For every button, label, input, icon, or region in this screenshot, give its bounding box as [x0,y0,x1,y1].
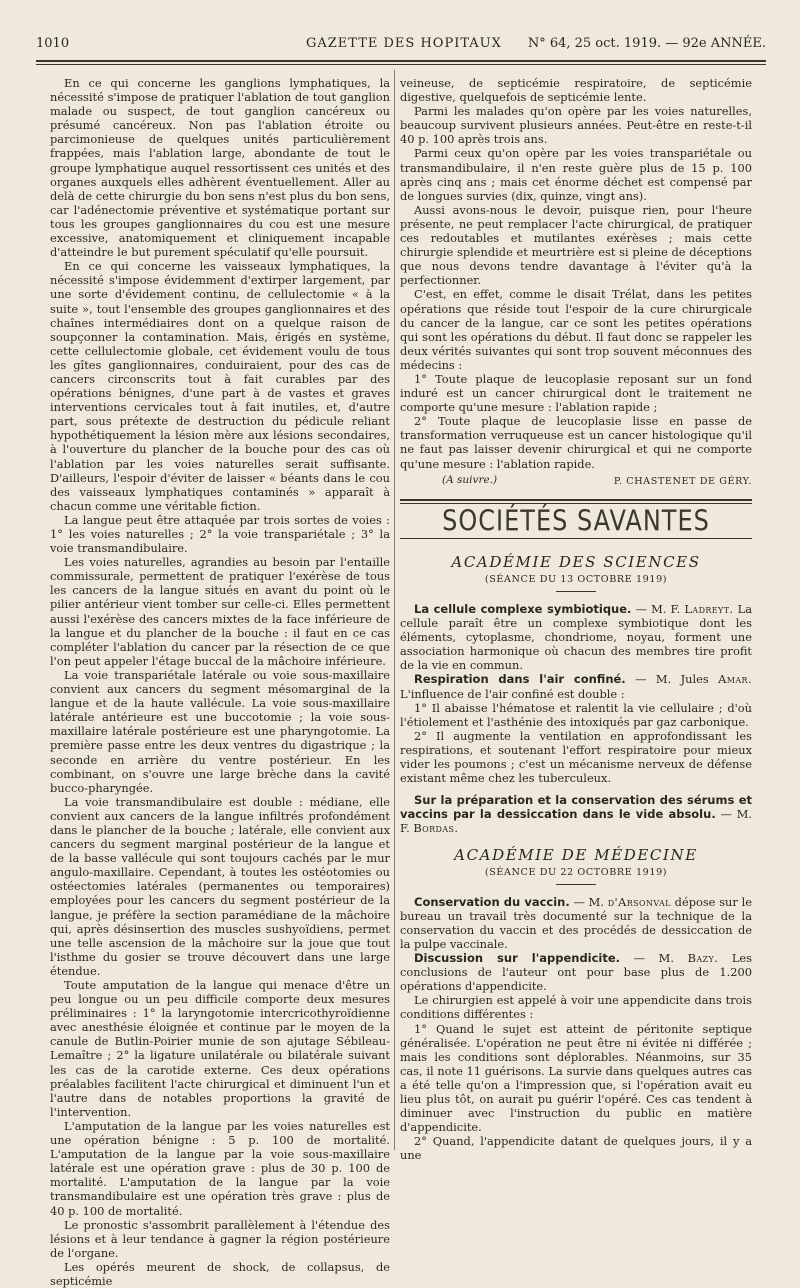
list-item: 1° Quand le sujet est atteint de péritonite septique généralisée. L'opération ne peut être ni évitée ni différée ; mais les conditions sont déplorables. Néanmoins, sur 35 cas, il note 11 guérisons. La survie dans quelques autres cas a été telle qu'on a l'impression que, si l'opération avait eu lieu plus tôt, on aurait pu guérir l'opéré. Ces cas tendent à diminuer avec l'instruction du public en matière d'appendicite. [400,1021,752,1135]
entry-dash: — M. [620,951,688,966]
report-entry [400,951,752,993]
entry-title: Discussion sur l'appendicite. [414,951,621,966]
entry-title: La cellule complexe symbiotique. [414,602,632,616]
paragraph: C'est, en effet, comme le disait Trélat, dans les petites opérations que réside tout l'espoir de la cure chirurgicale du cancer de la langue, car ce sont les petites opérations qui sont les opérations du début. Il faut donc se rappeler les deux vérités suivantes qui sont trop souvent méconnues des médecins : [400,287,752,372]
entry-dash: — M. [569,894,608,909]
to-follow: (A suivre.) [442,473,498,486]
entry-dash: — M. F. [400,807,752,836]
paragraph: L'amputation de la langue par les voies naturelles est une opération bénigne : 5 p. 100 de mortalité. L'amputation de la langue par la voie sous-maxillaire latérale est une opération grave : plus de 30 p. 100 de mortalité. L'amputation de la langue par la voie transmandibulaire est une opération très grave : plus de 40 p. 100 de mortalité. [50,1118,390,1218]
report-entry [400,895,752,951]
entry-dash: — M. F. [631,602,685,616]
entry-title: Conservation du vaccin. [414,894,570,909]
session-date: (SÉANCE DU 13 OCTOBRE 1919) [484,573,668,585]
paragraph: Les voies naturelles, agrandies au besoin par l'entaille commissurale, permettent de pratiquer l'exérèse de tous les cancers de la langue situés en avant du point où le pilier antérieur vient tomber sur celle-ci. Elles permettent aussi l'exérèse des cancers mixtes de la face inférieure de la langue et du plancher de la bouche : il faut en ce cas compléter l'ablation du cancer par la résection de ce que l'on peut appeler l'étage buccal de la mâchoire inférieure. [50,555,390,668]
paragraph: La voie transmandibulaire est double : médiane, elle convient aux cancers de la langue infiltrés profondément dans le plancher de la bouche ; latérale, elle convient aux cancers du segment marginal postérieur de la langue et de la basse vallécule qui sont toujours cachés par le mur angulo-maxillaire. Cependant, à toutes les ostéotomies ou ostéectomies latérales (permanentes ou temporaires) employées pour les cancers du segment postérieur de la langue, je préfère la section paramédiane de la mâchoire qui, après désinsertion des muscles sushyoïdiens, permet une telle ascension de la mâchoire sur la joue que tout l'isthme du gosier se trouve découvert dans une large étendue. [50,794,390,978]
journal-title: GAZETTE DES HOPITAUX [306,36,502,51]
section-rule [400,499,752,501]
section-title: SOCIÉTÉS SAVANTES [442,503,710,538]
paragraph: La voie transpariétale latérale ou voie sous-maxillaire convient aux cancers du segment mésomarginal de la langue et de la haute vallécule. La voie sous-maxillaire latérale antérieure est une buccotomie ; la voie sous-maxillaire latérale postérieure est une pharyngotomie. La première passe entre les deux ventres du digastrique ; la seconde en arrière du ventre postérieur. En les combinant, on s'ouvre une large brèche dans la cavité bucco-pharyngée. [50,667,390,795]
entry-text: La cellule paraît être un complexe symbiotique dont les éléments, cytoplasme, chondriome, noyau, forment une association harmonique où chacun des membres tire profit de la vie en commun. [400,602,752,673]
paragraph: Parmi ceux qu'on opère par les voies transpariétale ou transmandibulaire, il n'en reste guère plus de 15 p. 100 après cinq ans ; mais cet énorme déchet est compensé par de longues survies (dix, quinze, vingt ans). [400,146,752,203]
entry-author: Bordas. [413,821,459,836]
session-date: (SÉANCE DU 22 OCTOBRE 1919) [484,866,668,878]
academy-title: ACADÉMIE DE MÉDECINE [454,845,698,864]
entry-author: Bazy. [687,951,719,966]
list-item: 1° Toute plaque de leucoplasie reposant sur un fond induré est un cancer chirurgical dont le traitement ne comporte qu'une mesure : l'ablation rapide ; [400,371,752,415]
entry-text: dépose sur le bureau un travail très documenté sur la technique de la conservation du vaccin et des procédés de dessiccation de la pulpe vaccinale. [400,894,752,951]
paragraph: Toute amputation de la langue qui menace d'être un peu longue ou un peu difficile comporte deux mesures préliminaires : 1° la laryngotomie intercricothyroïdienne avec anesthésie éloignée et continue par le moyen de la canule de Butlin-Poirier munie de son ajutage Sébileau-Lemaître ; 2° la ligature unilatérale ou bilatérale suivant les cas de la carotide externe. Ces deux opérations préalables facilitent l'acte chirurgical et diminuent l'un et l'autre dans de notables proportions la gravité de l'intervention. [50,978,390,1119]
header-rule-thin [36,64,766,65]
page-header [36,34,766,56]
paragraph: veineuse, de septicémie respiratoire, de septicémie digestive, quelquefois de septicémie lente. [400,76,752,105]
paragraph: Le chirurgien est appelé à voir une appendicite dans trois conditions différentes : [400,993,752,1022]
report-entry [400,793,752,835]
entry-title: Sur la préparation et la conservation des sérums et vaccins par la dessiccation dans le vide absolu. [400,793,752,822]
column-divider [394,70,395,1150]
academy-title: ACADÉMIE DES SCIENCES [451,552,701,571]
entry-text: L'influence de l'air confiné est double : [400,686,625,701]
entry-dash: — M. Jules [625,672,719,687]
list-item: 2° Toute plaque de leucoplasie lisse en passe de transformation verruqueuse est un cancer histologique qu'il ne faut pas laisser devenir chirurgical et qui ne comporte qu'une mesure : l'ablation rapide. [400,414,752,471]
list-item: 2° Il augmente la ventilation en approfondissant les respirations, et soutenant l'effort respiratoire pour mieux vider les poumons ; c'est un mécanisme nerveux de défense existant même chez les tuberculeux. [400,728,752,786]
entry-title: Respiration dans l'air confiné. [414,672,626,687]
paragraph: En ce qui concerne les vaisseaux lymphatiques, la nécessité s'impose évidemment d'extirper largement, par une sorte d'évidement continu, de cellulectomie « à la suite », tout l'ensemble des groupes ganglionnaires et des chaînes intermédiaires dont on a quelque raison de soupçonner la contamination. Mais, érigés en système, cette cellulectomie globale, cet évidement voulu de tous les gîtes ganglionnaires, conduiraient, pour des cas de cancers circonscrits tout à fait curables par des opérations bénignes, d'une part à de vastes et graves interventions cervicales tout à fait inutiles, et, d'autre part, sous prétexte de destruction du pédicule reliant hypothétiquement la lésion mère aux lésions secondaires, à l'ouverture du plancher de la bouche pour des cas où l'ablation par les voies naturelles serait suffisante. D'ailleurs, l'espoir d'éviter de laisser « béants dans le cou des vaisseaux lymphatiques contaminés » apparaît à chacun comme une véritable fiction. [50,259,390,513]
right-column [400,76,752,1162]
entry-author: d'Arsonval [607,894,671,909]
paragraph: La langue peut être attaquée par trois sortes de voies : 1° les voies naturelles ; 2° la voie transpariétale ; 3° la voie transmandibulaire. [50,512,390,556]
entry-text: Les conclusions de l'auteur ont pour base plus de 1.200 opérations d'appendicite. [400,951,752,994]
report-entry [400,602,752,672]
issue-info: N° 64, 25 oct. 1919. — 92e ANNÉE. [527,36,766,51]
header-rule [36,60,766,62]
article-signature [400,473,752,487]
divider [556,884,596,885]
entry-author: Amar. [718,672,752,687]
report-entry [400,672,752,700]
paragraph: Parmi les malades qu'on opère par les voies naturelles, beaucoup survivent plusieurs années. Peut-être en reste-t-il 40 p. 100 après trois ans. [400,104,752,147]
list-item: 1° Il abaisse l'hématose et ralentit la vie cellulaire ; d'où l'étiolement et l'asthénie des intoxiqués par gaz carbonique. [400,700,752,729]
entry-author: Ladreyt. [684,602,734,616]
paragraph: En ce qui concerne les ganglions lymphatiques, la nécessité s'impose de pratiquer l'ablation de tout ganglion malade ou suspect, de tout ganglion cancéreux ou présumé cancéreux. Non pas l'ablation étroite ou parcimonieuse de quelques unités particulièrement frappées, mais l'ablation large, abondante de tout le groupe lymphatique auquel ressortissent ces unités et des organes auxquels elles adhèrent éventuellement. Aller au delà de cette chirurgie du bon sens n'est plus du bon sens, car l'adénectomie préventive et systématique portant sur tous les groupes ganglionnaires du cou est une mesure excessive, anatomiquement et cliniquement incapable d'atteindre le but purement spéculatif qu'elle poursuit. [50,76,390,260]
paragraph: Le pronostic s'assombrit parallèlement à l'étendue des lésions et à leur tendance à gagner la région postérieure de l'organe. [50,1217,390,1260]
article-author: P. CHASTENET DE GÉRY. [613,475,752,487]
list-item: 2° Quand, l'appendicite datant de quelques jours, il y a une [400,1134,752,1163]
left-column [50,76,390,1288]
divider [556,591,596,592]
section-underline [400,538,752,539]
page-number: 1010 [36,36,70,51]
paragraph: Aussi avons-nous le devoir, puisque rien, pour l'heure présente, ne peut remplacer l'acte chirurgical, de pratiquer ces redoutables et mutilantes exérèses ; mais cette chirurgie splendide et meurtrière est si pleine de déceptions que nous devons tendre davantage à l'éviter qu'à la perfectionner. [400,202,752,288]
paragraph: Les opérés meurent de shock, de collapsus, de septicémie [50,1259,390,1288]
